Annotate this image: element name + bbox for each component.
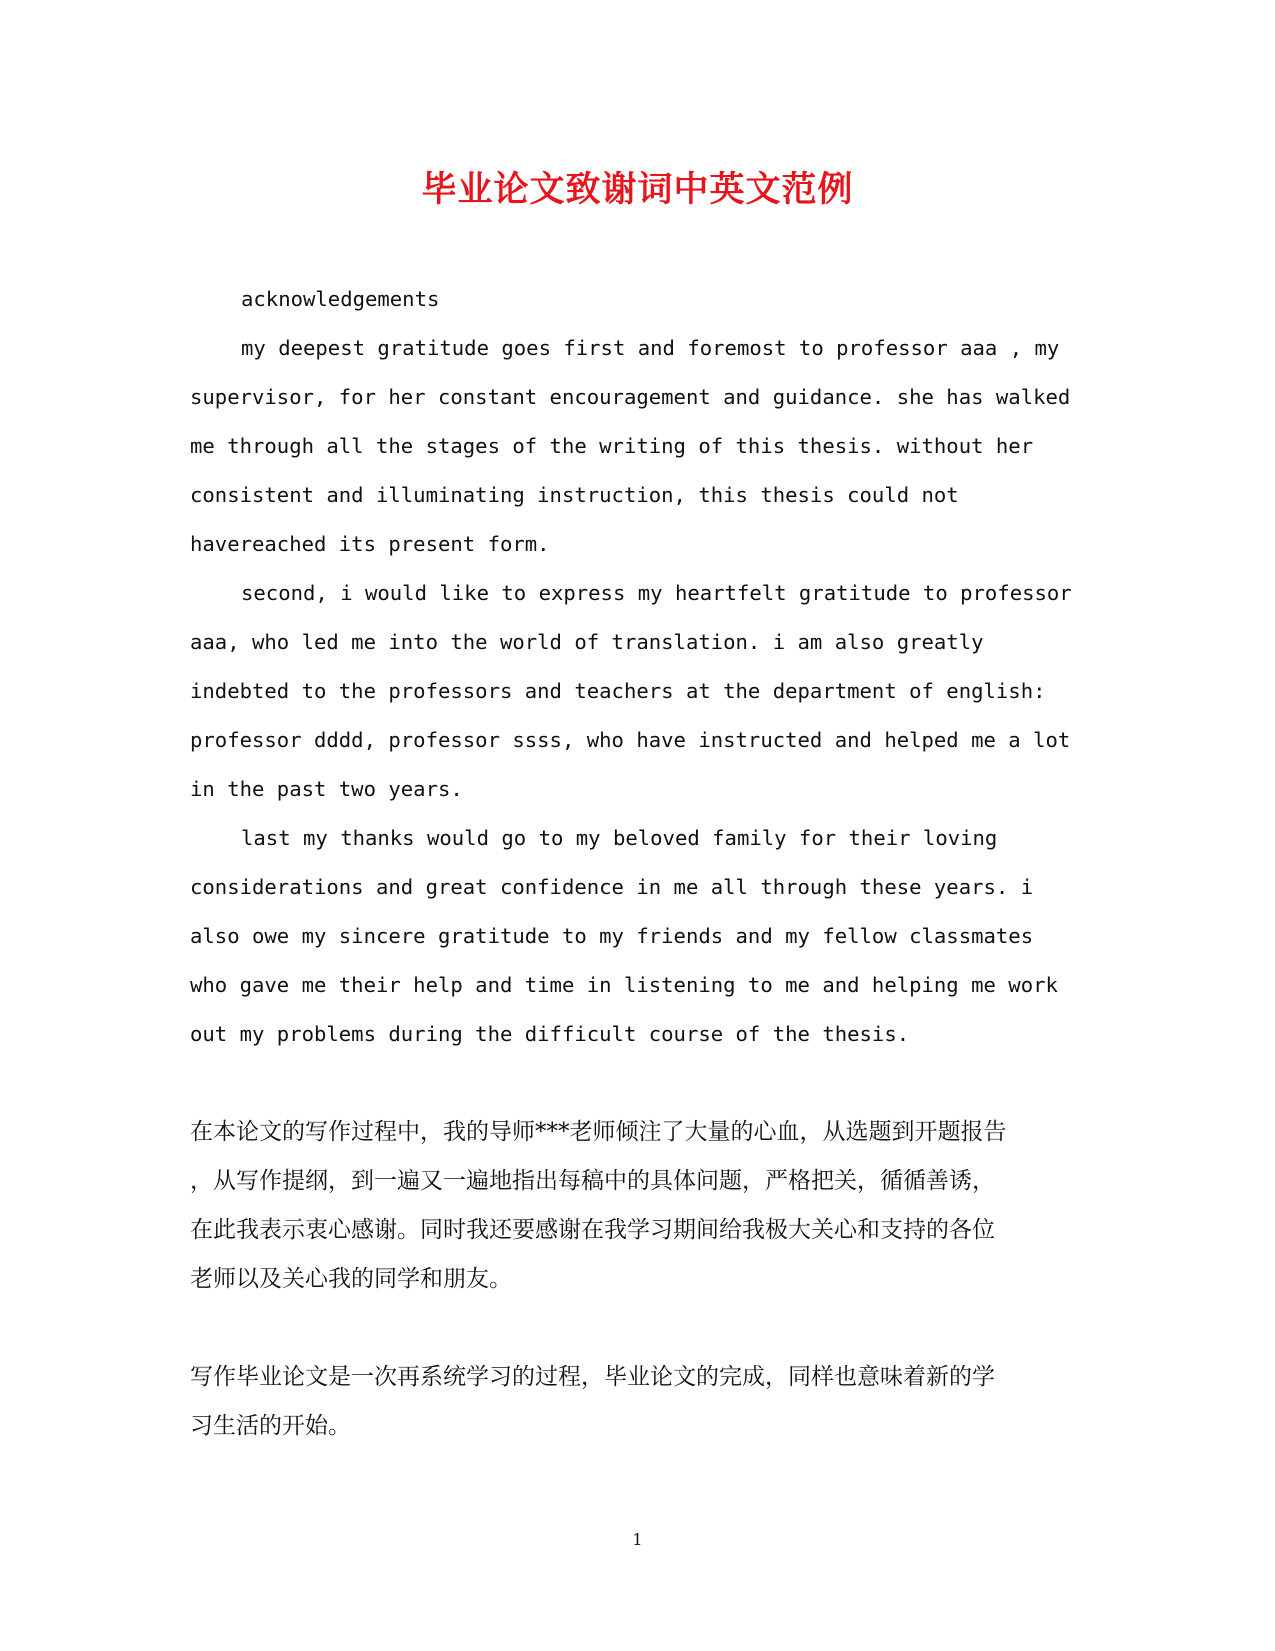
chinese-paragraph-1 (190, 1108, 1085, 1304)
text-line: second, i would like to express my heartfelt gratitude to professor (241, 581, 1072, 605)
text-line: 写作毕业论文是一次再系统学习的过程，毕业论文的完成，同样也意味着新的学 (190, 1364, 995, 1390)
text-line: supervisor, for her constant encouragement and guidance. she has walked (190, 385, 1071, 409)
document-title: 毕业论文致谢词中英文范例 (421, 169, 854, 210)
text-line: who gave me their help and time in listening to me and helping me work (190, 973, 1058, 997)
chinese-paragraph-2 (190, 1353, 1085, 1451)
text-line: professor dddd, professor ssss, who have instructed and helped me a lot (190, 728, 1071, 752)
english-paragraph-1 (190, 324, 1085, 569)
text-line: aaa, who led me into the world of translation. i am also greatly (190, 630, 984, 654)
text-line: 习生活的开始。 (190, 1413, 351, 1439)
document-body (190, 275, 1085, 1451)
text-line: indebted to the professors and teachers at the department of english: (190, 679, 1046, 703)
text-line: out my problems during the difficult course of the thesis. (190, 1022, 910, 1046)
text-line: my deepest gratitude goes first and foremost to professor aaa , my (241, 336, 1060, 360)
page-number: 1 (632, 1530, 643, 1549)
text-line: 在本论文的写作过程中，我的导师***老师倾注了大量的心血，从选题到开题报告 (190, 1119, 1007, 1145)
english-paragraph-3 (190, 814, 1085, 1059)
english-paragraph-2 (190, 569, 1085, 814)
text-line: in the past two years. (190, 777, 463, 801)
text-line: me through all the stages of the writing of this thesis. without her (190, 434, 1034, 458)
text-line: last my thanks would go to my beloved family for their loving (241, 826, 998, 850)
text-line: 老师以及关心我的同学和朋友。 (190, 1266, 512, 1292)
text-line: considerations and great confidence in me all through these years. i (190, 875, 1034, 899)
english-heading: acknowledgements (241, 287, 440, 311)
text-line: also owe my sincere gratitude to my friends and my fellow classmates (190, 924, 1034, 948)
text-line: 在此我表示衷心感谢。同时我还要感谢在我学习期间给我极大关心和支持的各位 (190, 1217, 995, 1243)
text-line: consistent and illuminating instruction, this thesis could not (190, 483, 959, 507)
text-line: havereached its present form. (190, 532, 550, 556)
text-line: ，从写作提纲，到一遍又一遍地指出每稿中的具体问题，严格把关，循循善诱， (190, 1168, 995, 1194)
